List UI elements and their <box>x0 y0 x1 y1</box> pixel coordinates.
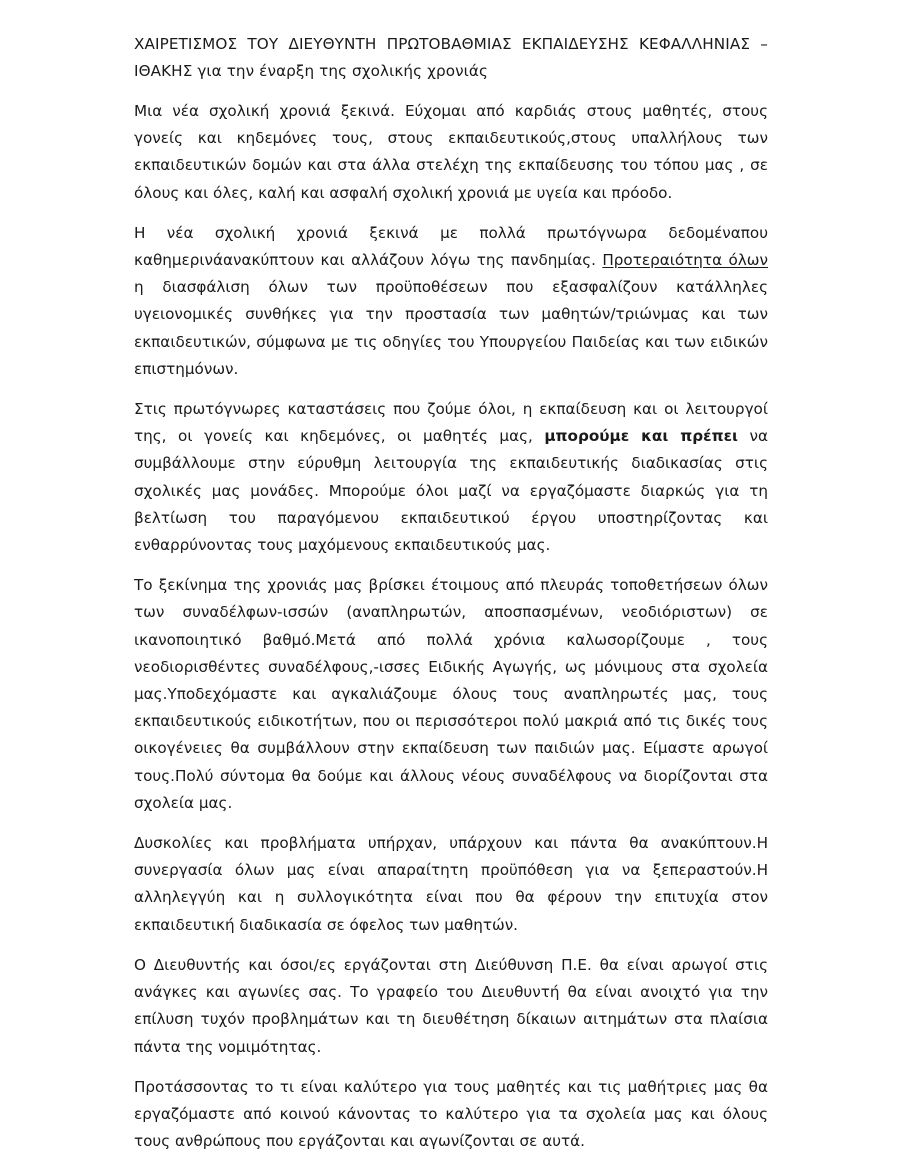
paragraph-7: Προτάσσοντας το τι είναι καλύτερο για τους μαθητές και τις μαθήτριες μας θα εργαζόμαστε από κοινού κάνοντας το καλύτερο για τα σχολεία μας και όλους τους ανθρώπους που εργάζονται και αγωνίζονται σε αυτά. <box>134 1077 768 1151</box>
paragraph-3-bold-phrase: μπορούμε και πρέπει <box>544 427 738 446</box>
paragraph-2-underlined-phrase: Προτεραιότητα όλων <box>602 251 768 270</box>
paragraph-1: Μια νέα σχολική χρονιά ξεκινά. Εύχομαι από καρδιάς στους μαθητές, στους γονείς και κηδεμόνες τους, στους εκπαιδευτικούς,στους υπαλλήλους των εκπαιδευτικών δομών και στα άλλα στελέχη της εκπαίδευσης του τόπου μας , σε όλους και όλες, καλή και ασφαλή σχολική χρονιά με υγεία και πρόοδο. <box>134 102 768 202</box>
document-title: ΧΑΙΡΕΤΙΣΜΟΣ ΤΟΥ ΔΙΕΥΘΥΝΤΗ ΠΡΩΤΟΒΑΘΜΙΑΣ ΕΚΠΑΙΔΕΥΣΗΣ ΚΕΦΑΛΛΗΝΙΑΣ – ΙΘΑΚΗΣ για την έναρξη της σχολικής χρονιάς <box>134 35 768 80</box>
paragraph-3-text-before: Στις πρωτόγνωρες καταστάσεις που ζούμε όλοι, η εκπαίδευση και οι λειτουργοί της, οι γονείς και κηδεμόνες, οι μαθητές μας, <box>134 400 768 446</box>
paragraph-2-text-after: η διασφάλιση όλων των προϋποθέσεων που εξασφαλίζουν κατάλληλες υγειονομικές συνθήκες για την προστασία των μαθητών/τριώνμας και των εκπαιδευτικών, σύμφωνα με τις οδηγίες του Υπουργείου Παιδείας και των ειδικών επιστημόνων. <box>134 278 768 378</box>
paragraph-3-text-after: να συμβάλλουμε στην εύρυθμη λειτουργία της εκπαιδευτικής διαδικασίας στις σχολικές μας μονάδες. Μπορούμε όλοι μαζί να εργαζόμαστε διαρκώς για τη βελτίωση του παραγόμενου εκπαιδευτικού έργου υποστηρίζοντας και ενθαρρύνοντας τους μαχόμενους εκπαιδευτικούς μας. <box>134 427 768 555</box>
paragraph-2 <box>134 220 768 383</box>
paragraph-2-text-before: Η νέα σχολική χρονιά ξεκινά με πολλά πρωτόγνωρα δεδομέναπου καθημερινάανακύπτουν και αλλάζουν λόγω της πανδημίας. <box>134 223 768 270</box>
paragraph-4: Το ξεκίνημα της χρονιάς μας βρίσκει έτοιμους από πλευράς τοποθετήσεων όλων των συναδέλφων-ισσών (αναπληρωτών, αποσπασμένων, νεοδιόριστων) σε ικανοποιητικό βαθμό.Μετά από πολλά χρόνια καλωσορίζουμε , τους νεοδιορισθέντες συναδέλφους,-ισσες Ειδικής Αγωγής, ως μόνιμους στα σχολεία μας.Υποδεχόμαστε και αγκαλιάζουμε όλους τους αναπληρωτές μας, τους εκπαιδευτικούς ειδικοτήτων, που οι περισσότεροι πολύ μακριά από τις δικές τους οικογένειες θα συμβάλλουν στην εκπαίδευση των παιδιών μας. Είμαστε αρωγοί τους.Πολύ σύντομα θα δούμε και άλλους νέους συναδέλφους να διορίζονται στα σχολεία μας. <box>134 576 768 812</box>
paragraph-5: Δυσκολίες και προβλήματα υπήρχαν, υπάρχουν και πάντα θα ανακύπτουν.Η συνεργασία όλων μας είναι απαραίτητη προϋπόθεση για να ξεπεραστούν.Η αλληλεγγύη και η συλλογικότητα είναι που θα φέρουν την επιτυχία στον εκπαιδευτική διαδικασία σε όφελος των μαθητών. <box>134 834 768 934</box>
paragraph-3 <box>134 396 768 559</box>
paragraph-6: Ο Διευθυντής και όσοι/ες εργάζονται στη Διεύθυνση Π.Ε. θα είναι αρωγοί στις ανάγκες και αγωνίες σας. Το γραφείο του Διευθυντή θα είναι ανοιχτό για την επίλυση τυχόν προβλημάτων και τη διευθέτηση δίκαιων αιτημάτων στα πλαίσια πάντα της νομιμότητας. <box>134 955 768 1056</box>
document-body <box>134 31 768 1155</box>
